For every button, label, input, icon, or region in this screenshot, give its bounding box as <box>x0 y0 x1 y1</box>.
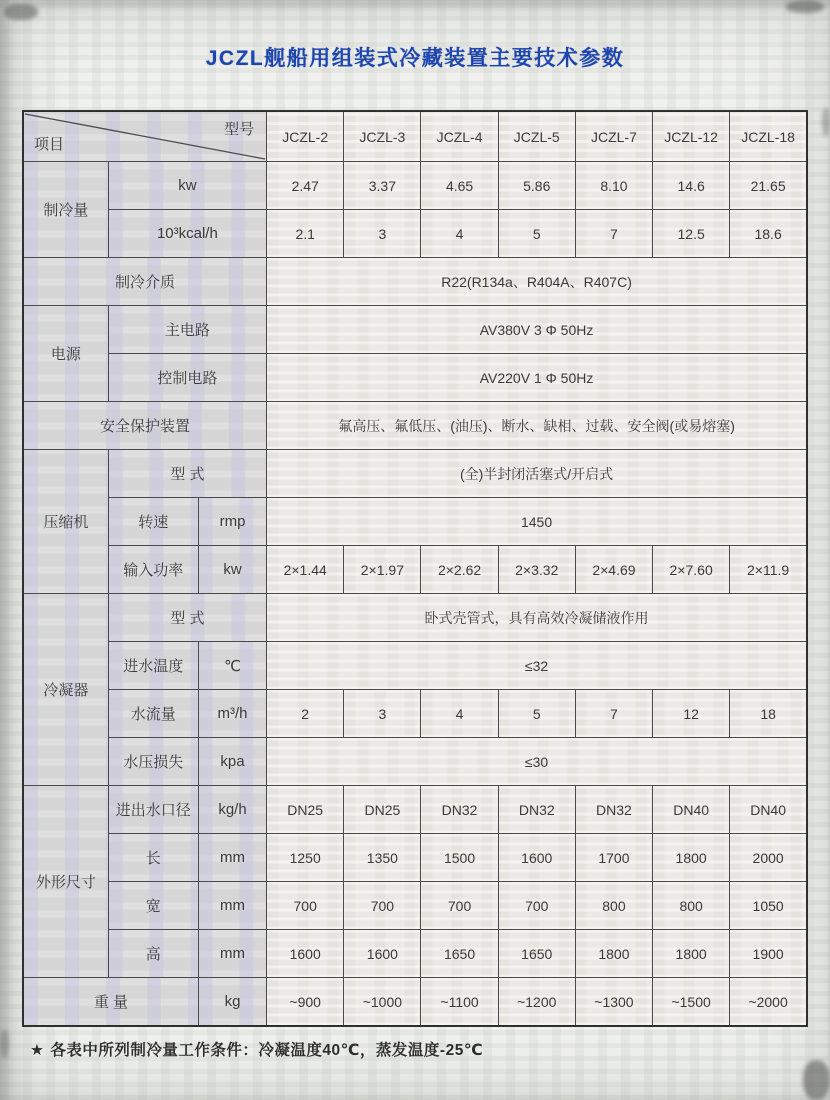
value-cell: 2×11.9 <box>730 546 807 594</box>
merged-value-cell: AV380V 3 Φ 50Hz <box>267 306 807 354</box>
unit-cell: ℃ <box>198 642 266 690</box>
value-cell: 12.5 <box>653 210 730 258</box>
value-cell: 1650 <box>421 930 498 978</box>
merged-value-cell: 氟高压、氟低压、(油压)、断水、缺相、过载、安全阀(或易熔塞) <box>267 402 807 450</box>
value-cell: DN32 <box>575 786 652 834</box>
group-cell-cooling: 制冷量 <box>23 162 108 258</box>
value-cell: ~1200 <box>498 978 575 1027</box>
value-cell: ~1300 <box>575 978 652 1027</box>
row-label-refrigerant: 制冷介质 <box>23 258 267 306</box>
star-icon: ★ <box>30 1042 45 1059</box>
spec-table <box>22 110 808 1027</box>
scan-smudge <box>803 1060 830 1100</box>
unit-cell: kg/h <box>198 786 266 834</box>
value-cell: 800 <box>653 882 730 930</box>
unit-cell: mm <box>198 882 266 930</box>
row-label-comp-type: 型 式 <box>108 450 266 498</box>
row-label-power-main: 主电路 <box>108 306 266 354</box>
value-cell: 1800 <box>653 930 730 978</box>
value-cell: 8.10 <box>575 162 652 210</box>
model-col-header: JCZL-18 <box>730 111 807 162</box>
value-cell: 4 <box>421 690 498 738</box>
value-cell: 2×2.62 <box>421 546 498 594</box>
value-cell: DN32 <box>421 786 498 834</box>
value-cell: 2×4.69 <box>575 546 652 594</box>
unit-cell: kw <box>198 546 266 594</box>
value-cell: 700 <box>498 882 575 930</box>
value-cell: 700 <box>267 882 344 930</box>
value-cell: 3 <box>344 210 421 258</box>
corner-cell <box>23 111 267 162</box>
scan-smudge <box>822 108 830 136</box>
row-label-cooling-kw: kw <box>108 162 266 210</box>
merged-value-cell: 1450 <box>267 498 807 546</box>
value-cell: 800 <box>575 882 652 930</box>
corner-model-label: 型号 <box>224 121 255 138</box>
value-cell: 700 <box>344 882 421 930</box>
unit-cell: kg <box>198 978 266 1027</box>
value-cell: 2×1.97 <box>344 546 421 594</box>
page-title: JCZL舰船用组装式冷藏装置主要技术参数 <box>205 47 625 70</box>
merged-value-cell: (全)半封闭活塞式/开启式 <box>267 450 807 498</box>
merged-value-cell: 卧式壳管式，具有高效冷凝储液作用 <box>267 594 807 642</box>
model-col-header: JCZL-3 <box>344 111 421 162</box>
value-cell: 2000 <box>730 834 807 882</box>
value-cell: DN40 <box>730 786 807 834</box>
merged-value-cell: ≤30 <box>267 738 807 786</box>
model-col-header: JCZL-4 <box>421 111 498 162</box>
group-cell-compressor: 压缩机 <box>23 450 108 594</box>
row-label-comp-power: 输入功率 <box>108 546 198 594</box>
value-cell: 18 <box>730 690 807 738</box>
value-cell: 4.65 <box>421 162 498 210</box>
value-cell: 1700 <box>575 834 652 882</box>
row-label-dim-length: 长 <box>108 834 198 882</box>
value-cell: 3 <box>344 690 421 738</box>
value-cell: DN25 <box>267 786 344 834</box>
footnote-text: 各表中所列制冷量工作条件：冷凝温度40℃，蒸发温度-25℃ <box>50 1042 484 1059</box>
model-col-header: JCZL-2 <box>267 111 344 162</box>
value-cell: ~900 <box>267 978 344 1027</box>
value-cell: 2×3.32 <box>498 546 575 594</box>
value-cell: 1800 <box>575 930 652 978</box>
value-cell: 5.86 <box>498 162 575 210</box>
unit-cell: rmp <box>198 498 266 546</box>
value-cell: 7 <box>575 690 652 738</box>
value-cell: 3.37 <box>344 162 421 210</box>
value-cell: ~1100 <box>421 978 498 1027</box>
row-label-cond-loss: 水压损失 <box>108 738 198 786</box>
merged-value-cell: ≤32 <box>267 642 807 690</box>
value-cell: 2 <box>267 690 344 738</box>
model-col-header: JCZL-12 <box>653 111 730 162</box>
unit-cell: m³/h <box>198 690 266 738</box>
value-cell: 5 <box>498 690 575 738</box>
group-cell-dimensions: 外形尺寸 <box>23 786 108 978</box>
row-label-cond-temp: 进水温度 <box>108 642 198 690</box>
scan-smudge <box>4 4 38 20</box>
row-label-safety: 安全保护装置 <box>23 402 267 450</box>
row-label-dim-height: 高 <box>108 930 198 978</box>
value-cell: 700 <box>421 882 498 930</box>
row-label-dim-pipe: 进出水口径 <box>108 786 198 834</box>
row-label-cond-flow: 水流量 <box>108 690 198 738</box>
corner-item-label: 项目 <box>34 136 65 153</box>
row-label-comp-speed: 转速 <box>108 498 198 546</box>
footnote <box>30 1038 483 1060</box>
value-cell: 5 <box>498 210 575 258</box>
value-cell: 18.6 <box>730 210 807 258</box>
value-cell: ~1000 <box>344 978 421 1027</box>
value-cell: 1600 <box>344 930 421 978</box>
group-cell-power: 电源 <box>23 306 108 402</box>
value-cell: DN32 <box>498 786 575 834</box>
value-cell: 21.65 <box>730 162 807 210</box>
value-cell: 4 <box>421 210 498 258</box>
value-cell: 12 <box>653 690 730 738</box>
value-cell: DN40 <box>653 786 730 834</box>
value-cell: 1900 <box>730 930 807 978</box>
scan-smudge <box>786 0 824 13</box>
value-cell: 1500 <box>421 834 498 882</box>
unit-cell: mm <box>198 834 266 882</box>
merged-value-cell: AV220V 1 Φ 50Hz <box>267 354 807 402</box>
value-cell: 2×7.60 <box>653 546 730 594</box>
row-label-cooling-kcal: 10³kcal/h <box>108 210 266 258</box>
value-cell: 1250 <box>267 834 344 882</box>
value-cell: 1050 <box>730 882 807 930</box>
value-cell: 2.47 <box>267 162 344 210</box>
group-cell-condenser: 冷凝器 <box>23 594 108 786</box>
unit-cell: mm <box>198 930 266 978</box>
value-cell: 2.1 <box>267 210 344 258</box>
value-cell: 14.6 <box>653 162 730 210</box>
row-label-cond-type: 型 式 <box>108 594 266 642</box>
value-cell: 1600 <box>267 930 344 978</box>
merged-value-cell: R22(R134a、R404A、R407C) <box>267 258 807 306</box>
scan-smudge <box>0 1030 9 1058</box>
model-col-header: JCZL-5 <box>498 111 575 162</box>
row-label-weight: 重 量 <box>23 978 198 1027</box>
value-cell: 2×1.44 <box>267 546 344 594</box>
value-cell: 1650 <box>498 930 575 978</box>
value-cell: 1800 <box>653 834 730 882</box>
row-label-dim-width: 宽 <box>108 882 198 930</box>
value-cell: DN25 <box>344 786 421 834</box>
value-cell: 1350 <box>344 834 421 882</box>
row-label-power-ctrl: 控制电路 <box>108 354 266 402</box>
value-cell: ~1500 <box>653 978 730 1027</box>
value-cell: 7 <box>575 210 652 258</box>
model-col-header: JCZL-7 <box>575 111 652 162</box>
unit-cell: kpa <box>198 738 266 786</box>
value-cell: ~2000 <box>730 978 807 1027</box>
value-cell: 1600 <box>498 834 575 882</box>
